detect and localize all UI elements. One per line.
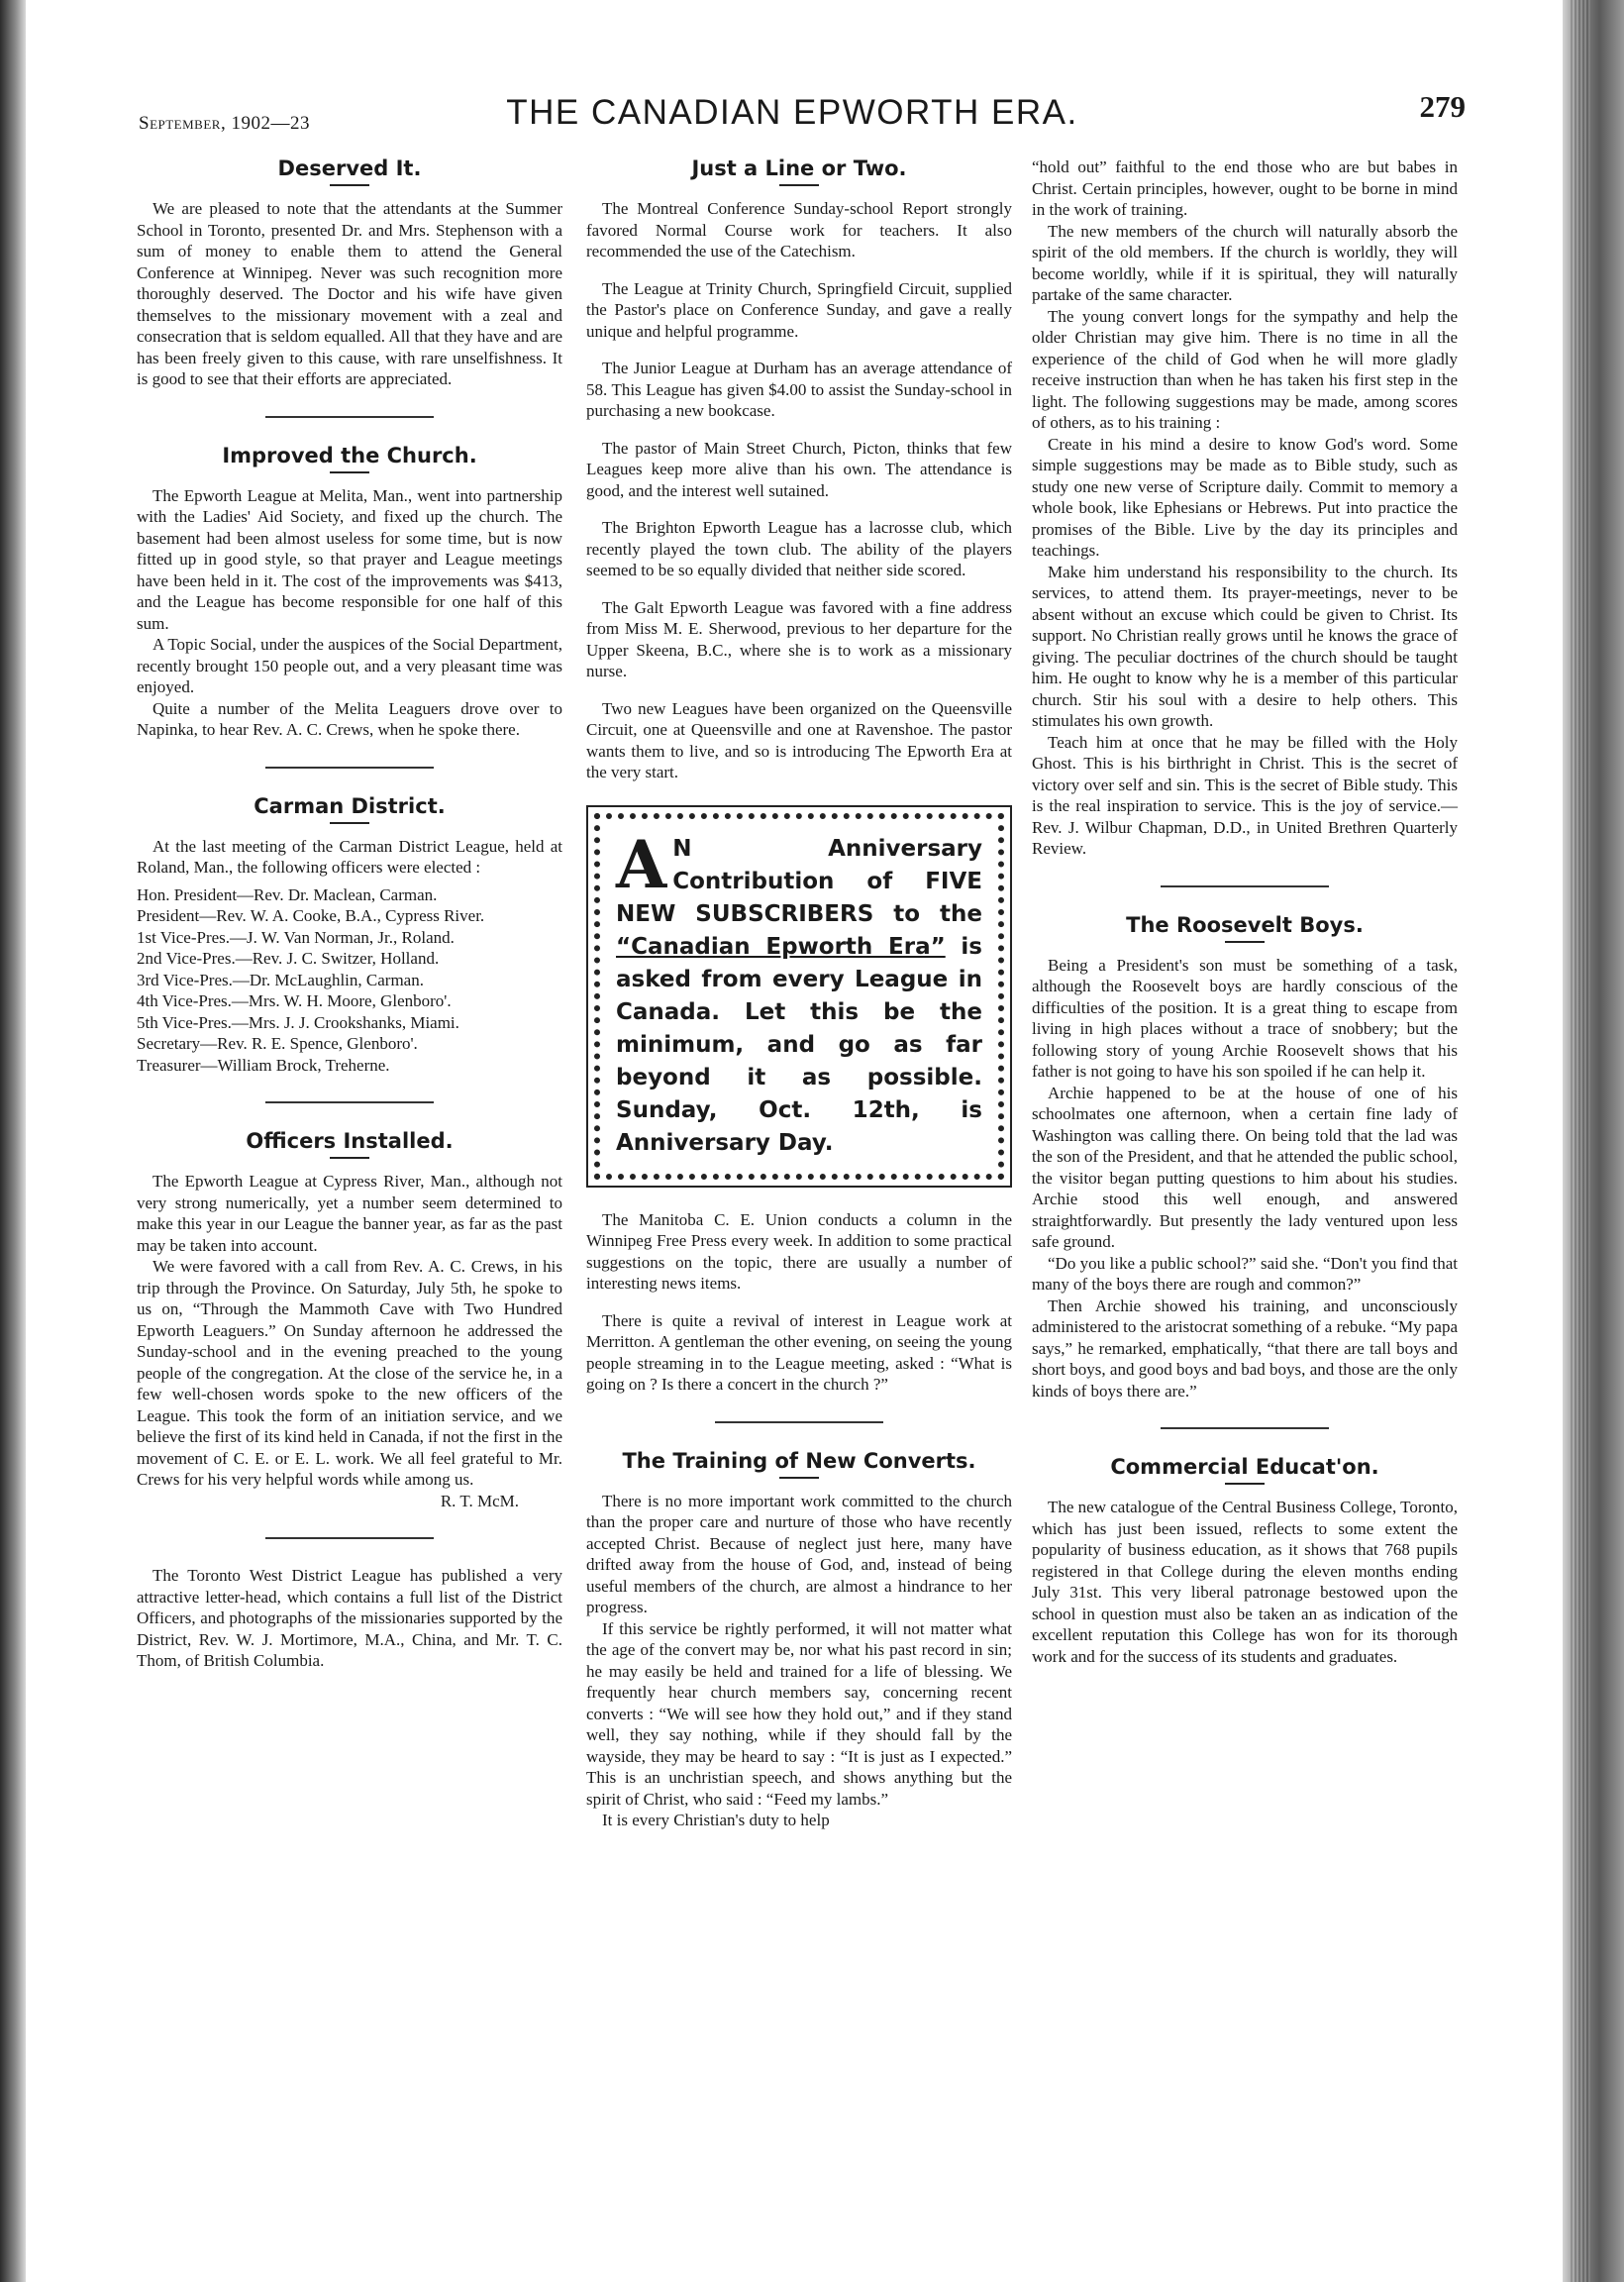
news-item: The Junior League at Durham has an average attendance of 58. This League has given $4.00 to assist the Sunday-school in purchasing a new bookcase.: [586, 359, 1012, 420]
officer-entry: 4th Vice-Pres.—Mrs. W. H. Moore, Glenboro'.: [137, 991, 452, 1010]
officer-entry: 5th Vice-Pres.—Mrs. J. J. Crookshanks, Miami.: [137, 1012, 459, 1032]
paragraph: At the last meeting of the Carman District League, held at Roland, Man., the following officers were elected :: [137, 836, 562, 877]
officer-list: [137, 884, 562, 1077]
officer-entry: 3rd Vice-Pres.—Dr. McLaughlin, Carman.: [137, 970, 424, 989]
signature: R. T. McM.: [440, 1491, 519, 1510]
paragraph: The new catalogue of the Central Business College, Toronto, which has just been issued, reflects to some extent the popularity of business education, as it shows that 768 pupils registered in that College during the eleven months ending July 31st. This very liberal patronage bestowed upon the school in question must also be taken an as indication of the excellent reputation this College has won for its thorough work and for the success of its students and graduates.: [1032, 1498, 1458, 1666]
officer-entry: Secretary—Rev. R. E. Spence, Glenboro'.: [137, 1034, 418, 1053]
paragraph: We were favored with a call from Rev. A. C. Crews, in his trip through the Province. On Saturday, July 5th, he spoke to us on, “Through the Mammoth Cave with Two Hundred Epworth Leaguers.” On Sunday afternoon he addressed the Sunday-school and in the evening preached to the young people of the congregation. At the close of the service he, in a few well-chosen words spoke to the new officers of the League. This took the form of an initiation service, and we believe the first of its kind held in Canada, if not the first in the movement of C. E. or E. L. work. We all feel grateful to Mr. Crews for his very helpful words while among us.: [137, 1257, 562, 1489]
heading-rule: [1225, 941, 1265, 943]
officer-entry: 1st Vice-Pres.—J. W. Van Norman, Jr., Roland.: [137, 927, 455, 947]
paragraph: Being a President's son must be something of a task, although the Roosevelt boys are hardly conscious of the difficulties of the position. It is a great thing to escape from living in high places without a trace of snobbery; but the following story of young Archie Roosevelt shows that his father is not going to have his son spoiled if he can help it.: [1032, 955, 1458, 1081]
ad-text-part: is asked from every League in Canada. Let this be the minimum, and go as far beyond it as possible. Sunday, Oct. 12th, is Anniversary Day.: [616, 933, 982, 1156]
heading-officers-installed: Officers Installed.: [246, 1129, 454, 1153]
paragraph: “Do you like a public school?” said she. “Don't you find that many of the boys there are rough and common?”: [1032, 1253, 1458, 1294]
article-toronto-west: The Toronto West District League has published a very attractive letter-head, which contains a full list of the District Officers, and photographs of the missionaries supported by the District, Rev. W. J. Mortimore, M.A., China, and Mr. T. C. Thom, of British Columbia.: [137, 1566, 562, 1670]
ad-text-part: N Anniversary Contribution of FIVE NEW SUBSCRIBERS to the: [616, 835, 982, 927]
paragraph: Make him understand his responsibility to the church. Its services, to attend them. Its prayer-meetings, never to be absent without an excuse which could be given to Christ. Its support. No Christian really grows until he knows the grace of giving. The peculiar doctrines of the church should be taught him. He ought to know why he is a member of this particular church. Stir his soul with a desire to help others. This stimulates his own growth.: [1032, 562, 1458, 730]
news-item: The League at Trinity Church, Springfield Circuit, supplied the Pastor's place on Conference Sunday, and gave a really unique and helpful programme.: [586, 278, 1012, 341]
section-divider: [1161, 1427, 1329, 1429]
book-edge-right: [1563, 0, 1624, 2282]
issue-date: September, 1902—23: [139, 113, 310, 134]
heading-rule: [330, 471, 369, 473]
paragraph: There is no more important work committed to the church than the proper care and nurture of those who have recently accepted Christ. Because of neglect just here, many have drifted away from the house of God, and, instead of being useful members of the church, are almost a hindrance to her progress.: [586, 1491, 1012, 1616]
paragraph: It is every Christian's duty to help: [602, 1811, 830, 1829]
heading-rule: [330, 1157, 369, 1159]
paragraph: The Epworth League at Cypress River, Man., although not very strong numerically, yet a number seem determined to make this year in our League the banner year, as far as the past may be taken into account.: [137, 1172, 562, 1255]
officer-entry: Hon. President—Rev. Dr. Maclean, Carman.: [137, 884, 438, 904]
anniversary-advertisement: [586, 805, 1012, 1188]
section-divider: [265, 1101, 434, 1103]
news-item: The Montreal Conference Sunday-school Report strongly favored Normal Course work for teachers. It also recommended the use of the Catechism.: [586, 199, 1012, 260]
heading-just-a-line: Just a Line or Two.: [691, 156, 907, 180]
paragraph: The Epworth League at Melita, Man., went into partnership with the Ladies' Aid Society, and fixed up the church. The basement had been almost useless for some time, but is now fitted up in good style, so that prayer and League meetings have been held in it. The cost of the improvements was $413, and the League has become responsible for one half of this sum.: [137, 485, 562, 633]
news-item: There is quite a revival of interest in League work at Merritton. A gentleman the other evening, on seeing the young people streaming in to the League meeting, asked : “What is going on ? Is there a concert in the church ?”: [586, 1310, 1012, 1394]
column-1: [137, 156, 562, 1672]
heading-carman-district: Carman District.: [254, 793, 446, 818]
paragraph: Archie happened to be at the house of one of his schoolmates one afternoon, when a certain fine lady of Washington was calling there. On being told that the lad was the son of the President, and that he attended the public school, the visitor began putting questions to him about his studies. Archie stood this well enough, and answered straightforwardly. But presently the lady ventured upon less safe ground.: [1032, 1083, 1458, 1251]
column-3: [1032, 156, 1458, 1667]
article-deserved-it: We are pleased to note that the attendants at the Summer School in Toronto, presented Dr. and Mrs. Stephenson with a sum of money to enable them to attend the General Conference at Winnipeg. Never was such recognition more thoroughly deserved. The Doctor and his wife have given themselves to the missionary movement with a zeal and consecration that is seldom equalled. All that they have and are has been freely given to this cause, with rare unselfishness. It is good to see that their efforts are appreciated.: [137, 199, 562, 388]
paragraph: Teach him at once that he may be filled with the Holy Ghost. This is his birthright in Christ. This is the secret of victory over self and sin. This is the secret of Bible study. This is the real inspiration to service. This is the joy of service.—Rev. J. Wilbur Chapman, D.D., in United Brethren Quarterly Review.: [1032, 732, 1458, 858]
officer-entry: Treasurer—William Brock, Treherne.: [137, 1055, 390, 1075]
heading-improved-church: Improved the Church.: [222, 443, 477, 467]
heading-rule: [330, 184, 369, 186]
paragraph: The new members of the church will naturally absorb the spirit of the old members. If the church is worldly, they will become worldly, while if it is spiritual, they will naturally partake of the same character.: [1032, 221, 1458, 304]
heading-rule: [330, 822, 369, 824]
heading-training-converts: The Training of New Converts.: [622, 1448, 976, 1473]
heading-rule: [1225, 1483, 1265, 1485]
heading-rule: [779, 184, 819, 186]
news-item: The Brighton Epworth League has a lacrosse club, which recently played the town club. The ability of the players seemed to be so equally divided that neither side scored.: [586, 518, 1012, 579]
ad-journal-name: “Canadian Epworth Era”: [616, 933, 946, 960]
paragraph: Quite a number of the Melita Leaguers drove over to Napinka, to hear Rev. A. C. Crews, when he spoke there.: [137, 698, 562, 739]
officer-entry: 2nd Vice-Pres.—Rev. J. C. Switzer, Holland.: [137, 949, 440, 968]
news-item: The Galt Epworth League was favored with a fine address from Miss M. E. Sherwood, previous to her departure for the Upper Skeena, B.C., where she is to work as a missionary nurse.: [586, 597, 1012, 680]
paragraph: Create in his mind a desire to know God's word. Some simple suggestions may be made as to Bible study, such as study one new verse of Scripture daily. Commit to memory a whole book, like Ephesians or Hebrews. Put into practice the promises of the Bible. Live by the day its principles and teachings.: [1032, 434, 1458, 560]
page: [119, 87, 1466, 1829]
paragraph: “hold out” faithful to the end those who are but babes in Christ. Certain principles, however, ought to be borne in mind in the work of training.: [1032, 157, 1458, 219]
news-item: Two new Leagues have been organized on the Queensville Circuit, one at Queensville and one at Ravenshoe. The pastor wants them to live, and so is introducing The Epworth Era at the very start.: [586, 698, 1012, 781]
column-2: [586, 156, 1012, 1831]
section-divider: [715, 1421, 883, 1423]
paragraph: Then Archie showed his training, and unconsciously administered to the aristocrat something of a rebuke. “My papa says,” he remarked, emphatically, “that there are tall boys and short boys, and good boys and bad boys, and those are the only kinds of boys there are.”: [1032, 1296, 1458, 1400]
paragraph: A Topic Social, under the auspices of the Social Department, recently brought 150 people out, and a very pleasant time was enjoyed.: [137, 635, 562, 696]
paragraph: If this service be rightly performed, it will not matter what the age of the convert may be, nor what his past record in sin; he may easily be held and trained for a life of blessing. We frequently hear church members say, concerning recent converts : “We will see how they hold out,” and if they stand well, they say nothing, while if they should fall by the wayside, they may be heard to say : “It is just as I expected.” This is an unchristian speech, and shows anything but the spirit of Christ, who said : “Feed my lambs.”: [586, 1618, 1012, 1809]
paragraph: The young convert longs for the sympathy and help the older Christian may give him. There is no time in all the experience of the child of God when he will more gladly receive instruction than when he has taken his first step in the light. The following suggestions may be made, among scores of others, as to his training :: [1032, 306, 1458, 432]
advertisement-text: [594, 813, 1004, 1180]
section-divider: [1161, 885, 1329, 887]
news-item: The Manitoba C. E. Union conducts a column in the Winnipeg Free Press every week. In addition to some practical suggestions on the topic, there are usually a number of interesting news items.: [586, 1209, 1012, 1293]
heading-commercial-education: Commercial Educat'on.: [1110, 1455, 1379, 1479]
news-item: The pastor of Main Street Church, Picton, thinks that few Leagues keep more alive than his own. The attendance is good, and the interest well sutained.: [586, 438, 1012, 500]
heading-deserved-it: Deserved It.: [277, 156, 422, 180]
section-divider: [265, 767, 434, 769]
section-divider: [265, 1537, 434, 1539]
running-head: [119, 87, 1466, 147]
journal-title: THE CANADIAN EPWORTH ERA.: [506, 93, 1078, 132]
section-divider: [265, 416, 434, 418]
heading-rule: [779, 1477, 819, 1479]
officer-entry: President—Rev. W. A. Cooke, B.A., Cypress River.: [137, 906, 485, 925]
book-gutter-left: [0, 0, 26, 2282]
page-number: 279: [1419, 89, 1466, 124]
heading-roosevelt-boys: The Roosevelt Boys.: [1126, 912, 1364, 937]
drop-cap: A: [616, 825, 667, 903]
